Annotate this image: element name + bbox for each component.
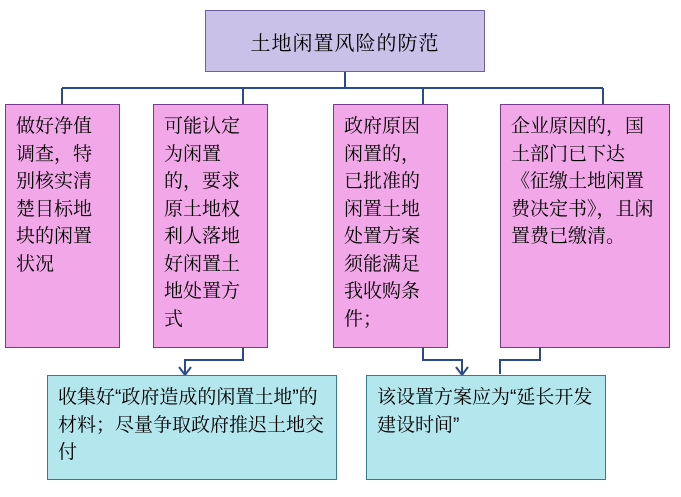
note-node-1 [47,375,337,480]
branch-node-3 [333,104,448,348]
branch-node-3-label: 政府原因闲置的，已批准的闲置土地处置方案须能满足我收购条件； [344,116,421,330]
diagram-title-label: 土地闲置风险的防范 [250,32,440,55]
branch-node-1 [5,104,120,348]
note-node-2-label: 该设置方案应为“延长开发建设时间” [377,387,593,436]
branch-node-4 [500,104,670,348]
branch-node-1-label: 做好净值调查，特别核实清楚目标地块的闲置状况 [16,116,93,275]
note-node-1-label: 收集好“政府造成的闲置土地”的材料；尽量争取政府推迟土地交付 [58,387,325,464]
branch-node-2-label: 可能认定为闲置的，要求原土地权利人落地好闲置土地处置方式 [164,116,241,330]
branch-node-2 [153,104,268,348]
branch-node-4-label: 企业原因的，国土部门已下达《征缴土地闲置费决定书》，且闲置费已缴清。 [511,116,654,248]
note-node-2 [366,375,606,480]
diagram-title-node [205,10,485,72]
